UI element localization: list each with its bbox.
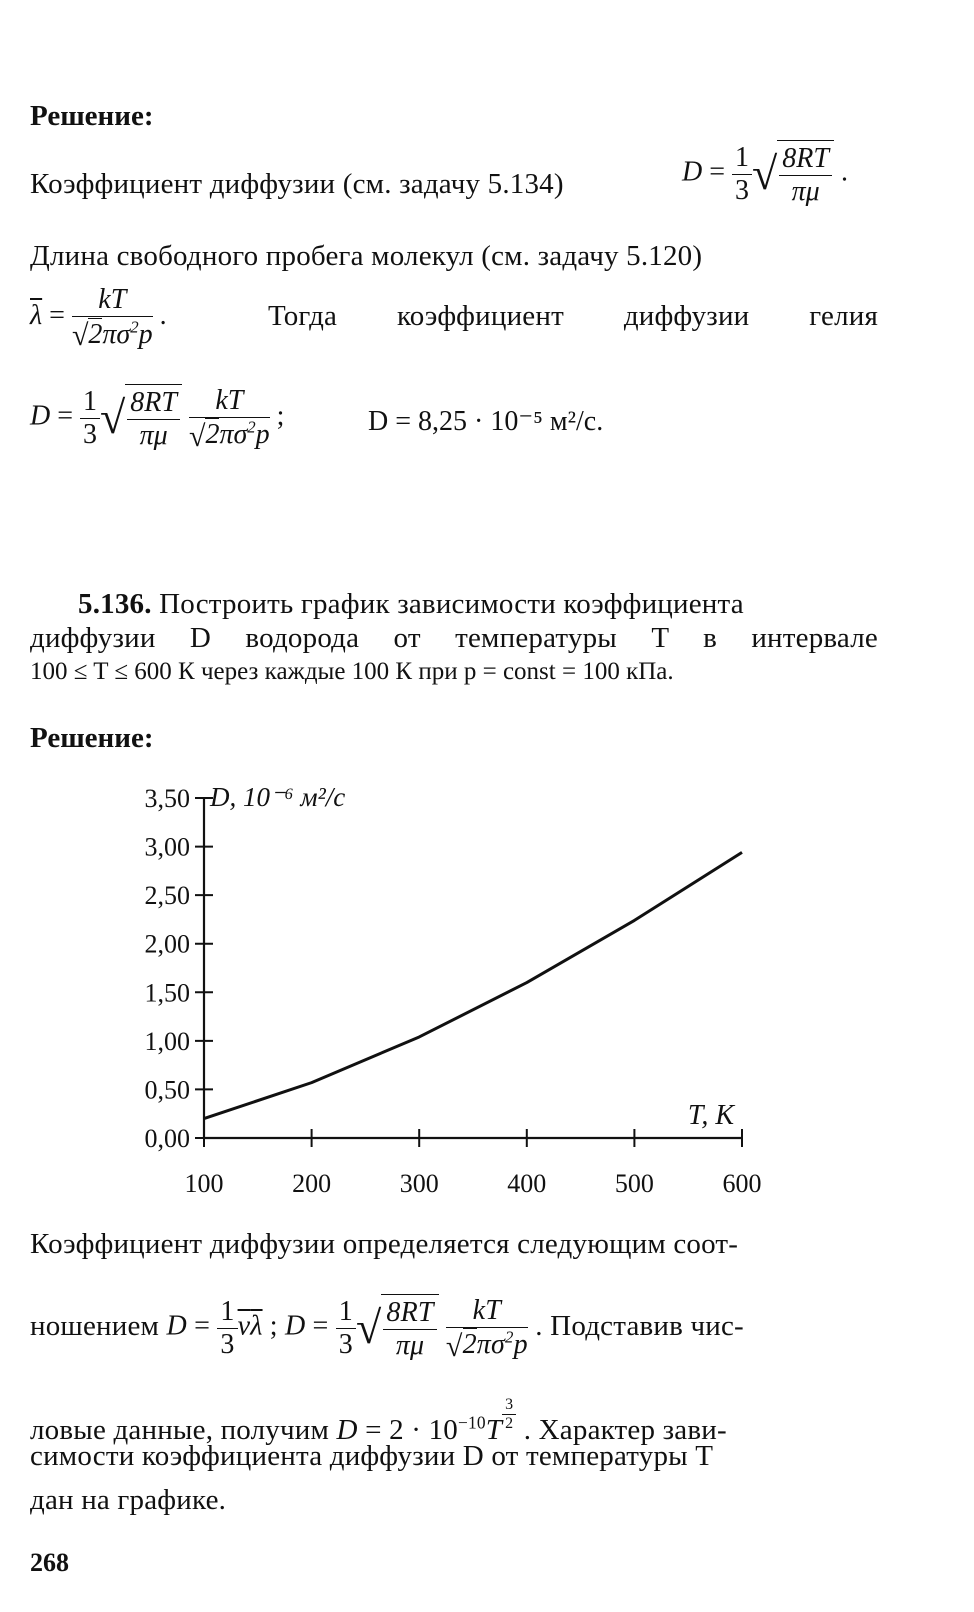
y-tick-label: 1,00 [144,1026,190,1056]
problem-line-1-text: Построить график зависимости коэффициента [159,588,744,620]
helium-text: Тогда коэффициент диффузии гелия [268,300,878,332]
relation-formula: D = $\frac{1}{3}$ $\overline{v}\overline{\lambda}$ ; D = $\frac{1}{3}$ √ $\frac{8RT}{\pi\mu}$ $\frac{kT}{√2\pi\sigma^2p}$ [166,1294,528,1363]
x-tick-label: 400 [507,1169,547,1198]
after-line-1: Коэффициент диффузии определяется следующим соот- [30,1228,739,1260]
page-number: 268 [30,1548,69,1577]
after-line-3-end: . Характер зави- [523,1414,727,1446]
solution2-heading: Решение: [30,722,154,754]
x-tick-label: 200 [292,1169,332,1198]
diffusion-temperature-chart [100,776,800,1206]
y-tick-label: 3,50 [144,784,190,813]
after-line-5: дан на графике. [30,1484,227,1516]
x-tick-label: 300 [399,1169,439,1198]
problem-line-3: 100 ≤ T ≤ 600 К через каждые 100 К при p = const = 100 кПа. [30,658,674,685]
diffusion-coef-text: Коэффициент диффузии (см. задачу 5.134) [30,168,564,200]
y-axis-label: D, 10⁻⁶ м²/с [210,782,346,812]
problem-line-1 [78,588,878,621]
y-tick-label: 0,50 [144,1075,190,1105]
problem-number: 5.136. [78,588,152,620]
temperature-power-formula: $D = 2 \cdot 10^{-10}T$ $^{\frac{3}{2}}$ [337,1414,524,1446]
x-tick-label: 500 [614,1169,654,1198]
x-tick-label: 100 [184,1169,224,1198]
y-tick-label: 2,50 [144,881,190,911]
mean-free-path-formula: $\overline{\lambda}$ = $\frac{kT}{√2\pi\sigma^2p}$ . [30,284,167,353]
after-line-3-start: ловые данные, получим [30,1414,330,1446]
diffusion-coef-formula: D = $\frac{1}{3}$ √ $\frac{8RT}{\pi\mu}$ . [682,141,848,208]
after-line-4: симости коэффициента диффузии D от температуры T [30,1440,714,1472]
y-tick-label: 1,50 [144,978,190,1008]
helium-diffusion-result: D = 8,25 · 10⁻⁵ м²/с. [368,406,604,437]
y-tick-label: 2,00 [144,929,190,959]
helium-diffusion-formula: D = $\frac{1}{3}$ √ $\frac{8RT}{\pi\mu}$ $\frac{kT}{√2\pi\sigma^2p}$ ; [30,384,285,453]
after-line-2-start: ношением [30,1309,160,1342]
y-tick-label: 0,00 [144,1124,190,1153]
x-axis-label: T, К [687,1100,734,1131]
after-line-2 [30,1294,744,1362]
x-tick-label: 600 [722,1169,762,1198]
y-tick-label: 3,00 [144,832,190,862]
series-line [204,852,742,1118]
solution-heading: Решение: [30,100,154,132]
after-line-2-end: . Подставив чис- [535,1309,744,1342]
mean-free-path-text: Длина свободного пробега молекул (см. задачу 5.120) [30,240,703,272]
problem-line-2: диффузии D водорода от температуры T в интервале [30,622,878,654]
